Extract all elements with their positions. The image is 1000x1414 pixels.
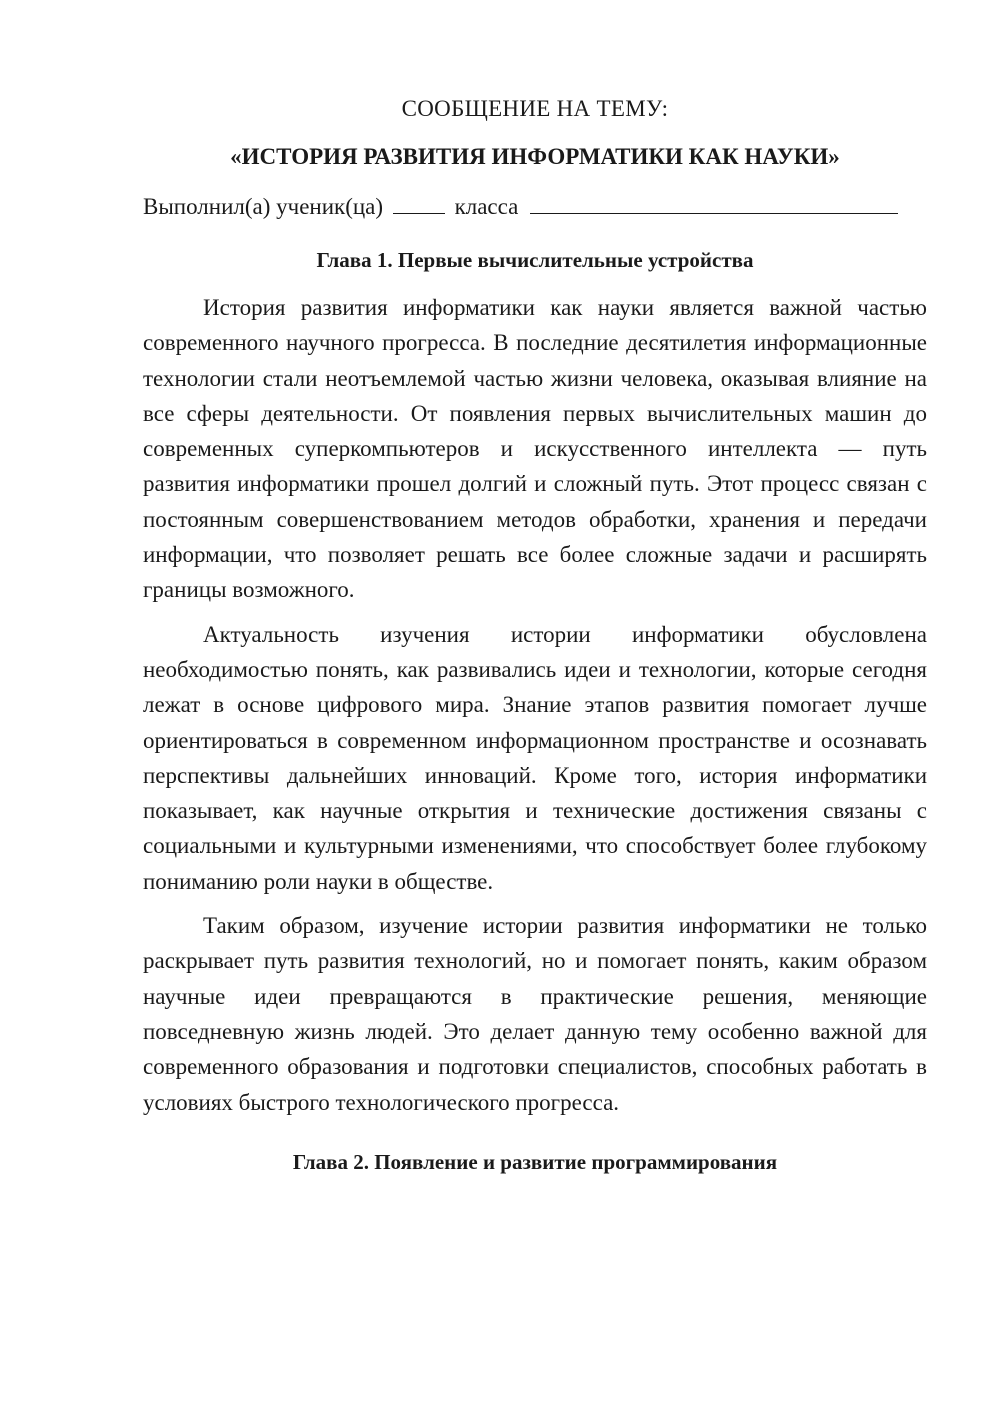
chapter-1-paragraph-1: История развития информатики как науки является важной частью современного научного прогресса. В последние десятилетия информационные технологии стали неотъемлемой частью жизни человека, оказывая влияние на все сферы деятельности. От появления первых вычислительных машин до современных суперкомпьютеров и искусственного интеллекта — путь развития информатики прошел долгий и сложный путь. Этот процесс связан с постоянным совершенствованием методов обработки, хранения и передачи информации, что позволяет решать все более сложные задачи и расширять границы возможного.	[143, 295, 927, 603]
document-title: «ИСТОРИЯ РАЗВИТИЯ ИНФОРМАТИКИ КАК НАУКИ»	[230, 144, 840, 169]
class-word-text: класса	[454, 194, 519, 219]
student-prefix-text: Выполнил(а) ученик(ца)	[143, 194, 384, 219]
student-name-blank	[530, 193, 898, 214]
chapter-1-paragraph-3: Таким образом, изучение истории развития информатики не только раскрывает путь развития технологий, но и помогает понять, каким образом научные идеи превращаются в практические решения, меняющие повседневную жизнь людей. Это делает данную тему особенно важной для современного образования и подготовки специалистов, способных работать в условиях быстрого технологического прогресса.	[143, 913, 927, 1115]
document-heading-topic: СООБЩЕНИЕ НА ТЕМУ:	[401, 96, 669, 121]
chapter-1-title: Глава 1. Первые вычислительные устройства	[316, 248, 754, 272]
class-number-blank	[393, 193, 445, 214]
chapter-2-title: Глава 2. Появление и развитие программирования	[292, 1149, 778, 1174]
page-content	[143, 92, 927, 1178]
student-info-line	[143, 190, 927, 224]
chapter-1-paragraph-2: Актуальность изучения истории информатики обусловлена необходимостью понять, как развивались идеи и технологии, которые сегодня лежат в основе цифрового мира. Знание этапов развития помогает лучше ориентироваться в современном информационном пространстве и осознавать перспективы дальнейших инноваций. Кроме того, история информатики показывает, как научные открытия и технические достижения связаны с социальными и культурными изменениями, что способствует более глубокому пониманию роли науки в обществе.	[143, 621, 927, 894]
